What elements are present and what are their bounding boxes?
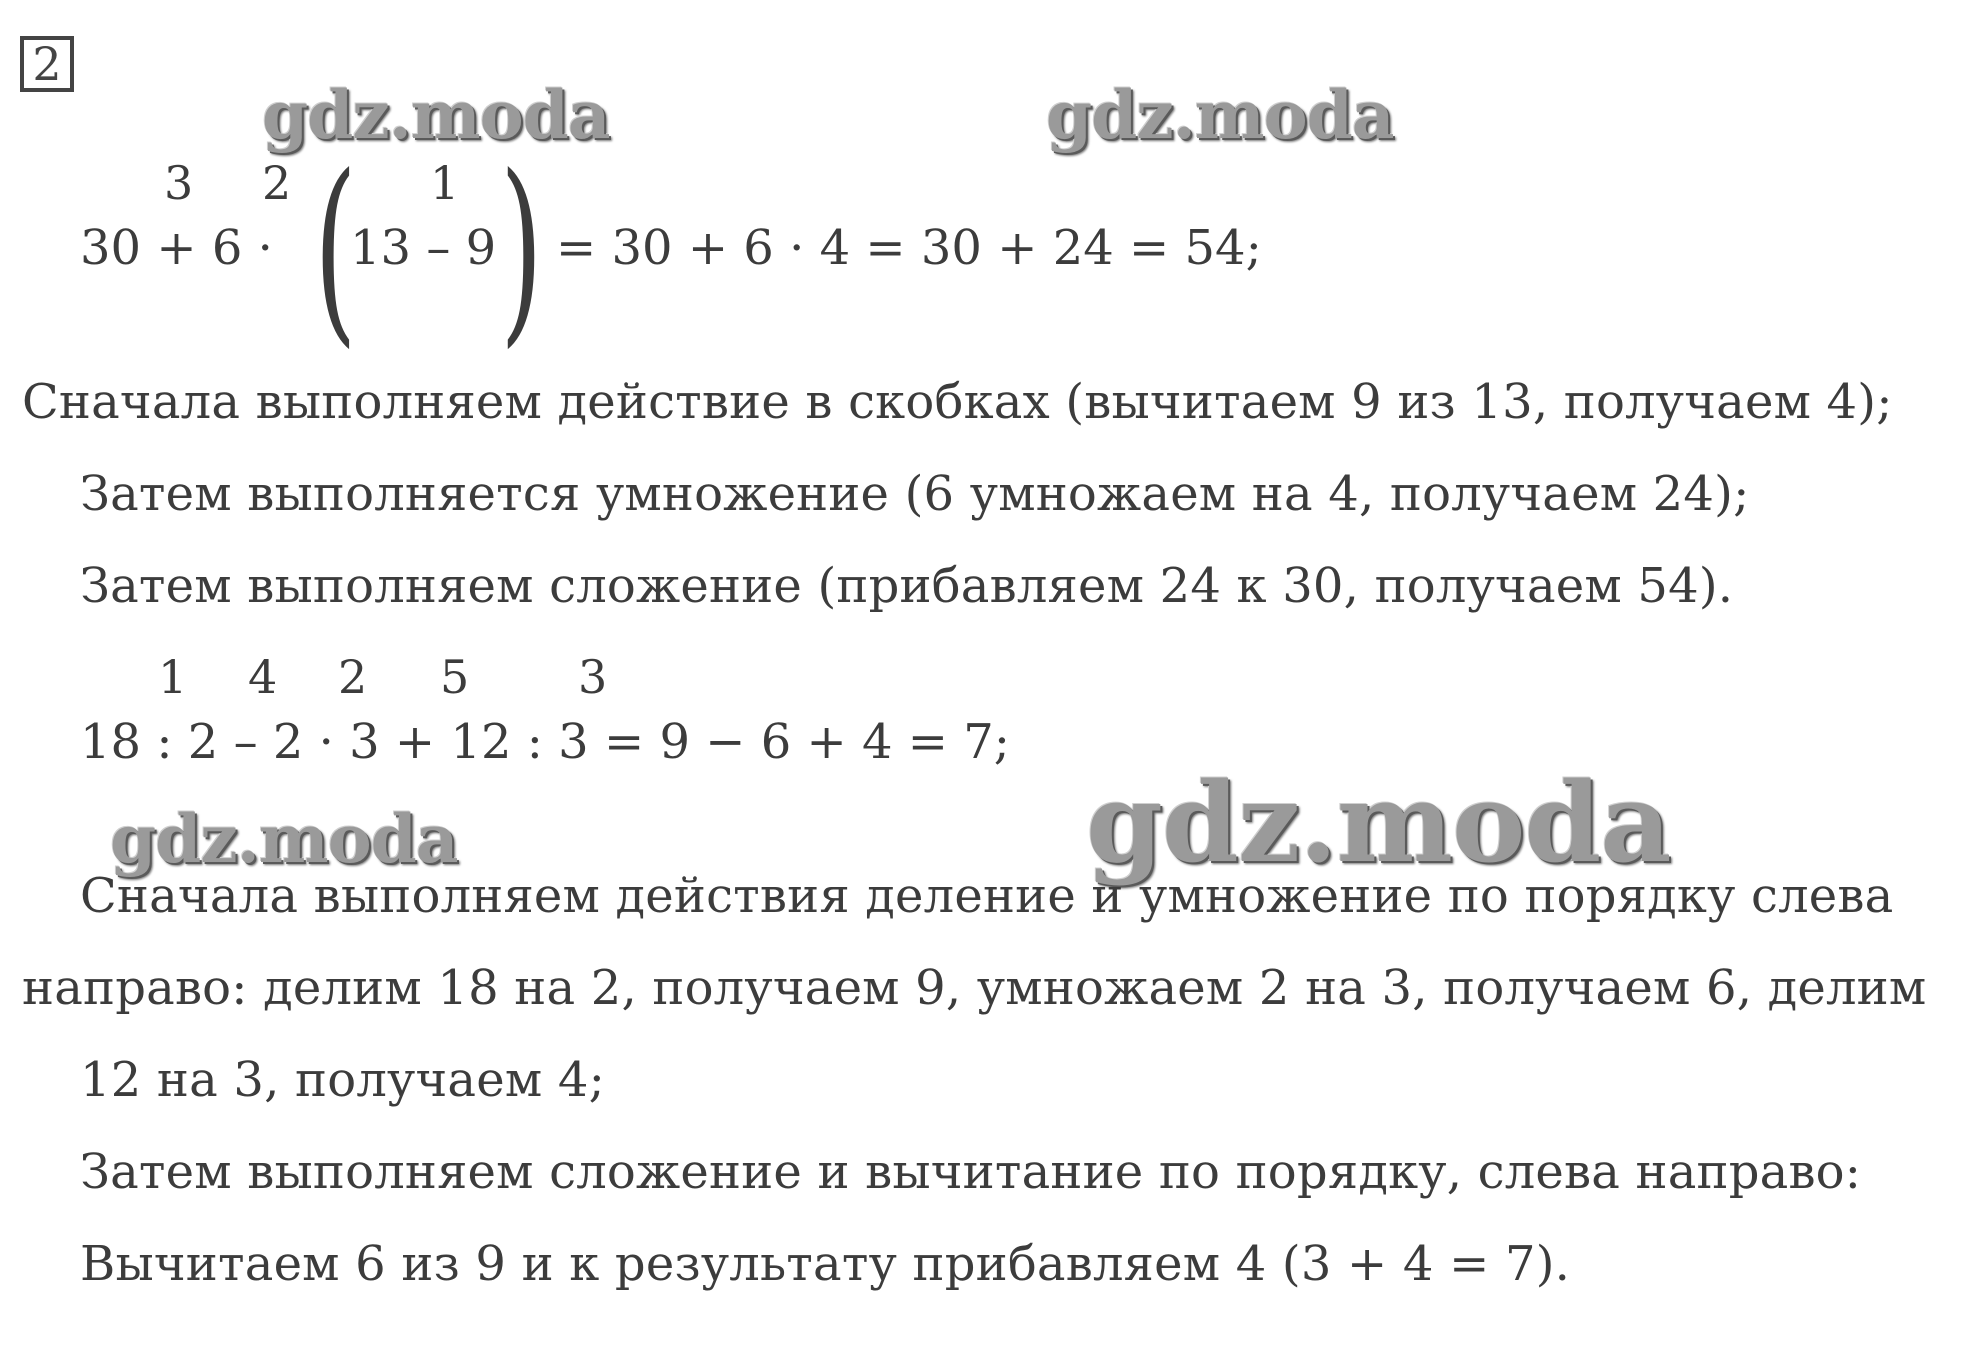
explanation-line: Затем выполняем сложение (прибавляем 24 к 30, получаем 54). [80, 558, 1734, 614]
expression-result: = 30 + 6 · 4 = 30 + 24 = 54; [556, 220, 1262, 276]
order-number: 4 [248, 650, 278, 704]
order-number: 1 [158, 650, 188, 704]
explanation-line: Затем выполняется умножение (6 умножаем на 4, получаем 24); [80, 466, 1750, 522]
order-number: 2 [338, 650, 368, 704]
expression-inner: 13 – 9 [350, 220, 497, 276]
watermark: gdz.moda [110, 800, 458, 878]
watermark: gdz.moda [1046, 76, 1394, 154]
task-number: 2 [32, 37, 62, 91]
explanation-line: Затем выполняем сложение и вычитание по порядку, слева направо: [80, 1144, 1862, 1200]
order-number: 5 [440, 650, 470, 704]
task-number-box [20, 36, 74, 92]
order-number: 3 [578, 650, 608, 704]
open-paren: ( [314, 133, 357, 366]
expression-part: 30 + 6 · [80, 220, 273, 276]
watermark: gdz.moda [1086, 758, 1671, 887]
explanation-line: Сначала выполняем действие в скобках (вычитаем 9 из 13, получаем 4); [22, 374, 1893, 430]
explanation-line: Сначала выполняем действия деление и умножение по порядку слева [80, 868, 1894, 924]
explanation-line: Вычитаем 6 из 9 и к результату прибавляем 4 (3 + 4 = 7). [80, 1236, 1571, 1292]
order-number: 2 [262, 156, 292, 210]
watermark: gdz.moda [262, 76, 610, 154]
explanation-line: 12 на 3, получаем 4; [80, 1052, 605, 1108]
expression-2: 18 : 2 – 2 · 3 + 12 : 3 = 9 − 6 + 4 = 7; [80, 714, 1010, 770]
order-number: 1 [430, 156, 460, 210]
explanation-line: направо: делим 18 на 2, получаем 9, умножаем 2 на 3, получаем 6, делим [22, 960, 1927, 1016]
close-paren: ) [500, 133, 543, 366]
order-number: 3 [164, 156, 194, 210]
